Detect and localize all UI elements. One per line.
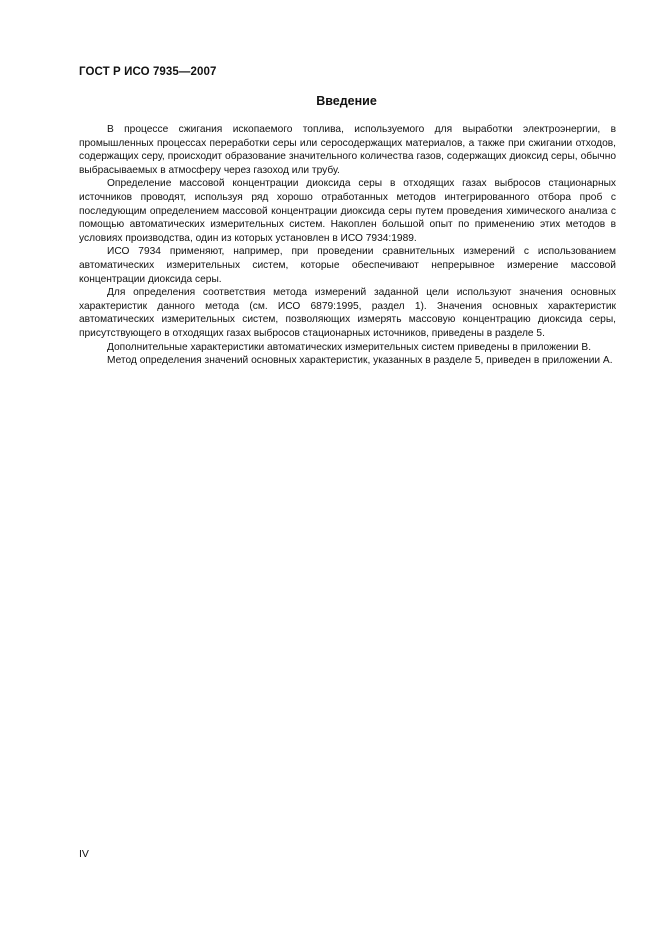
document-header: ГОСТ Р ИСО 7935—2007: [79, 66, 217, 78]
paragraph: В процессе сжигания ископаемого топлива, используемого для выработки электроэнергии, в промышленных процессах переработки серы или серосодержащих материалов, а также при сжигании отходов, содержащих серу, происходит образование значительного количества газов, содержащих диоксид серы, обычно выбрасываемых в атмосферу через газоход или трубу.: [79, 124, 616, 176]
paragraph: ИСО 7934 применяют, например, при проведении сравнительных измерений с использованием автоматических измерительных систем, которые обеспечивают непрерывное измерение массовой концентрации диоксида серы.: [79, 246, 616, 285]
paragraph: Для определения соответствия метода измерений заданной цели используют значения основных характеристик данного метода (см. ИСО 6879:1995, раздел 1). Значения основных характеристик автоматических измерительных систем, позволяющих измерять массовую концентрацию диоксида серы, присутствующего в отходящих газах выбросов стационарных источников, приведены в разделе 5.: [79, 287, 616, 339]
page-number: IV: [79, 848, 89, 860]
paragraph: Дополнительные характеристики автоматических измерительных систем приведены в приложении В.: [107, 341, 592, 353]
paragraph: Определение массовой концентрации диоксида серы в отходящих газах выбросов стационарных источников проводят, используя ряд хорошо отработанных методов интегрированного отбора проб с последующим определением массовой концентрации диоксида серы путем проведения химического анализа с помощью автоматических измерительных систем. Накоплен большой опыт по применению этих методов в условиях производства, один из которых установлен в ИСО 7934:1989.: [79, 178, 616, 244]
paragraph: Метод определения значений основных характеристик, указанных в разделе 5, приведен в приложении А.: [107, 355, 613, 367]
document-body: [79, 123, 616, 368]
section-title: Введение: [316, 94, 377, 108]
